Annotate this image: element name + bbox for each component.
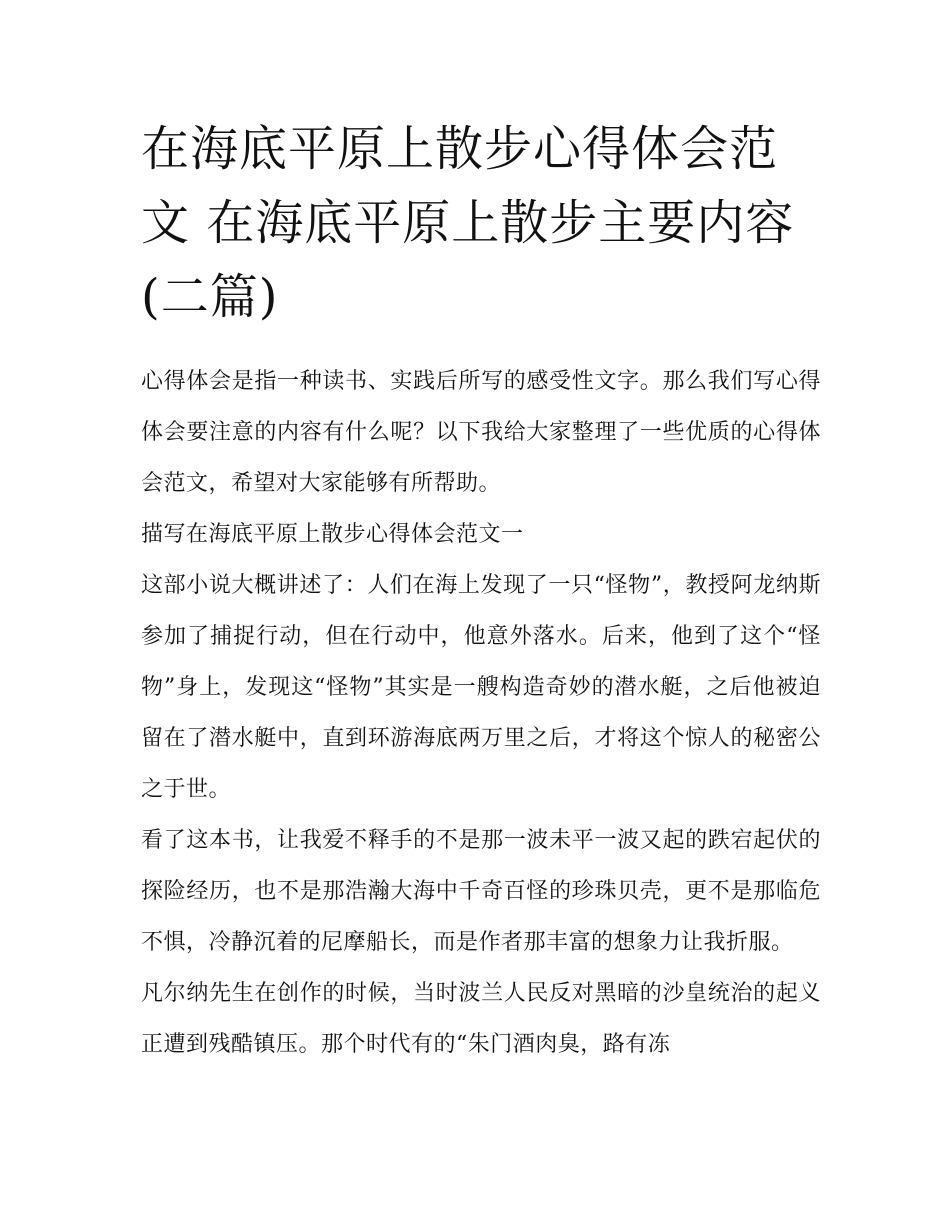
body-paragraph: 凡尔纳先生在创作的时候，当时波兰人民反对黑暗的沙皇统治的起义正遭到残酷镇压。那个时代有的“朱门酒肉臭，路有冻 <box>141 981 821 1057</box>
section-heading: 描写在海底平原上散步心得体会范文一 <box>141 522 524 547</box>
body-paragraph: 这部小说大概讲述了：人们在海上发现了一只“怪物”，教授阿龙纳斯参加了捕捉行动，但在行动中，他意外落水。后来，他到了这个“怪物”身上，发现这“怪物”其实是一艘构造奇妙的潜水艇，之后他被迫留在了潜水艇中，直到环游海底两万里之后，才将这个惊人的秘密公之于世。 <box>141 573 821 802</box>
document-content <box>141 112 821 1070</box>
document-body <box>141 356 821 1070</box>
intro-paragraph: 心得体会是指一种读书、实践后所写的感受性文字。那么我们写心得体会要注意的内容有什么呢？以下我给大家整理了一些优质的心得体会范文，希望对大家能够有所帮助。 <box>141 369 821 496</box>
document-title: 在海底平原上散步心得体会范文 在海底平原上散步主要内容(二篇) <box>141 121 795 325</box>
body-paragraph: 看了这本书，让我爱不释手的不是那一波未平一波又起的跌宕起伏的探险经历，也不是那浩瀚大海中千奇百怪的珍珠贝壳，更不是那临危不惧，冷静沉着的尼摩船长，而是作者那丰富的想象力让我折服。 <box>141 828 821 955</box>
